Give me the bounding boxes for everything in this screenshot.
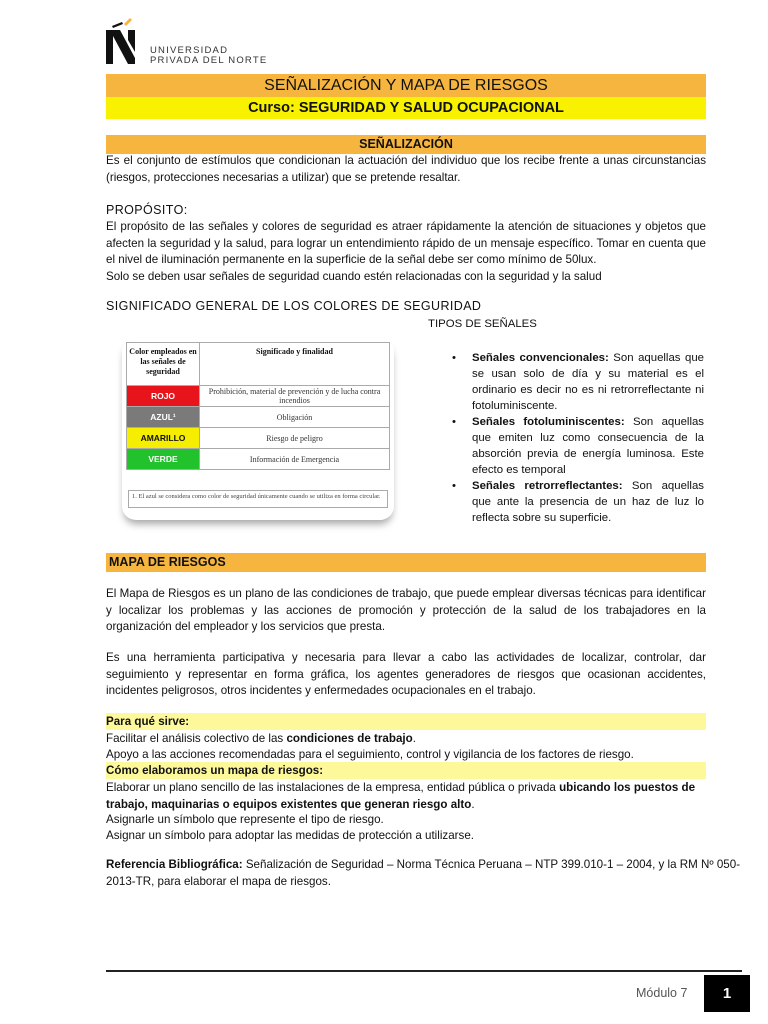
- tipo-desc: Son aquellas que ante la presencia de un haz de luz lo reflecta sobre su superficie.: [472, 480, 704, 524]
- meaning-cell: Prohibición, material de prevención y de lucha contra incendios: [200, 386, 390, 407]
- university-name: UNIVERSIDAD PRIVADA DEL NORTE: [150, 45, 268, 66]
- para-que-heading: Para qué sirve:: [106, 713, 706, 730]
- section-heading-senalizacion: SEÑALIZACIÓN: [106, 135, 706, 154]
- list-item: Apoyo a las acciones recomendadas para el seguimiento, control y vigilancia de los factores de riesgo.: [106, 748, 634, 761]
- table-row: [127, 428, 390, 449]
- table-row: [127, 386, 390, 407]
- section-heading-proposito: PROPÓSITO:: [106, 203, 188, 217]
- color-cell-rojo: ROJO: [127, 386, 200, 407]
- table-footnote: 1. El azul se considera como color de seguridad únicamente cuando se utiliza en forma circular.: [128, 490, 388, 508]
- tipo-term: Señales retrorreflectantes:: [472, 480, 623, 492]
- list-item: • Señales retrorreflectantes: Son aquellas que ante la presencia de un haz de luz lo reflecta sobre su superficie.: [452, 480, 704, 524]
- tipo-desc: Son aquellas que emiten luz como consecuencia de la absorción previa de energía luminosa. Este efecto es temporal: [472, 416, 705, 476]
- course-bar: [106, 97, 706, 119]
- table-header-meaning: Significado y finalidad: [200, 343, 390, 386]
- tipo-term: Señales convencionales:: [472, 352, 609, 364]
- section-heading-colores: SIGNIFICADO GENERAL DE LOS COLORES DE SEGURIDAD: [106, 299, 482, 313]
- upn-logo-icon: [104, 18, 144, 66]
- tipo-desc: Son aquellas que se usan solo de día y su material es el ordinario es decir no es ni retrorreflectante ni fotoluminiscente.: [472, 352, 704, 412]
- color-cell-azul: AZUL¹: [127, 407, 200, 428]
- color-cell-verde: VERDE: [127, 449, 200, 470]
- document-title: SEÑALIZACIÓN Y MAPA DE RIESGOS: [106, 74, 706, 97]
- list-item: Asignar un símbolo para adoptar las medidas de protección a utilizarse.: [106, 829, 474, 842]
- page-number: 1: [704, 975, 750, 1012]
- senalizacion-text: Es el conjunto de estímulos que condicionan la actuación del individuo que los recibe frente a unas circunstancias (riesgos, protecciones necesarias a utilizar) que se pretende resaltar.: [106, 154, 706, 184]
- tipo-term: Señales fotoluminiscentes:: [472, 416, 625, 428]
- footer-divider: [106, 970, 742, 972]
- mapa-text: El Mapa de Riesgos es un plano de las condiciones de trabajo, que puede emplear diversas técnicas para identificar y localizar los problemas y las acciones de promoción y protección de la salud de los trabajadores en la organización del empleador y los servicios que presta.: [106, 587, 706, 633]
- tipos-heading: TIPOS DE SEÑALES: [428, 318, 537, 330]
- reference: [106, 856, 746, 890]
- tipos-list: [452, 350, 704, 526]
- mapa-text-2: Es una herramienta participativa y necesaria para llevar a cabo las actividades de localizar, controlar, dar seguimiento y representar en forma gráfica, los agentes generadores de riesgos que ocasionan accidentes, incidentes peligrosos, otros incidentes y enfermedades ocupacionales en el trabajo.: [106, 651, 706, 697]
- list-item: Asignarle un símbolo que represente el tipo de riesgo.: [106, 813, 384, 826]
- list-item: Elaborar un plano sencillo de las instalaciones de la empresa, entidad pública o privada ubicando los puestos de trabajo, maquinarias o equipos existentes que generan riesgo alto.: [106, 781, 696, 811]
- list-item: • Señales fotoluminiscentes: Son aquellas que emiten luz como consecuencia de la absorción previa de energía luminosa. Este efecto es temporal: [452, 416, 705, 476]
- list-item: • Señales convencionales: Son aquellas que se usan solo de día y su material es el ordinario es decir no es ni retrorreflectante ni fotoluminiscente.: [452, 352, 704, 412]
- table-row: [127, 407, 390, 428]
- table-row: [127, 449, 390, 470]
- footer-module: Módulo 7: [636, 986, 688, 1000]
- reference-label: Referencia Bibliográfica:: [106, 858, 243, 871]
- colors-table: [126, 342, 390, 470]
- proposito-text: El propósito de las señales y colores de seguridad es atraer rápidamente la atención de situaciones y objetos que afecten la seguridad y la salud, para lograr un entendimiento rápido de un mensaje específico. Tomar en cuenta que el nivel de iluminación permanente en la superficie de la señal debe ser como mínimo de 50lux.: [106, 220, 706, 266]
- table-header-color: Color empleados en las señales de seguridad: [127, 343, 200, 386]
- reference-text: Señalización de Seguridad – Norma Técnica Peruana – NTP 399.010-1 – 2004, y la RM Nº 050-2013-TR, para elaborar el mapa de riesgos.: [106, 858, 741, 888]
- como-heading: Cómo elaboramos un mapa de riesgos:: [106, 762, 706, 779]
- meaning-cell: Obligación: [200, 407, 390, 428]
- color-cell-amarillo: AMARILLO: [127, 428, 200, 449]
- course-name: SEGURIDAD Y SALUD OCUPACIONAL: [298, 100, 564, 116]
- course-label: Curso:: [248, 100, 295, 116]
- section-heading-mapa: MAPA DE RIESGOS: [106, 553, 706, 572]
- meaning-cell: Riesgo de peligro: [200, 428, 390, 449]
- list-item: Facilitar el análisis colectivo de las condiciones de trabajo.: [106, 732, 416, 745]
- meaning-cell: Información de Emergencia: [200, 449, 390, 470]
- proposito-text-2: Solo se deben usar señales de seguridad cuando estén relacionadas con la seguridad y la salud: [106, 269, 602, 283]
